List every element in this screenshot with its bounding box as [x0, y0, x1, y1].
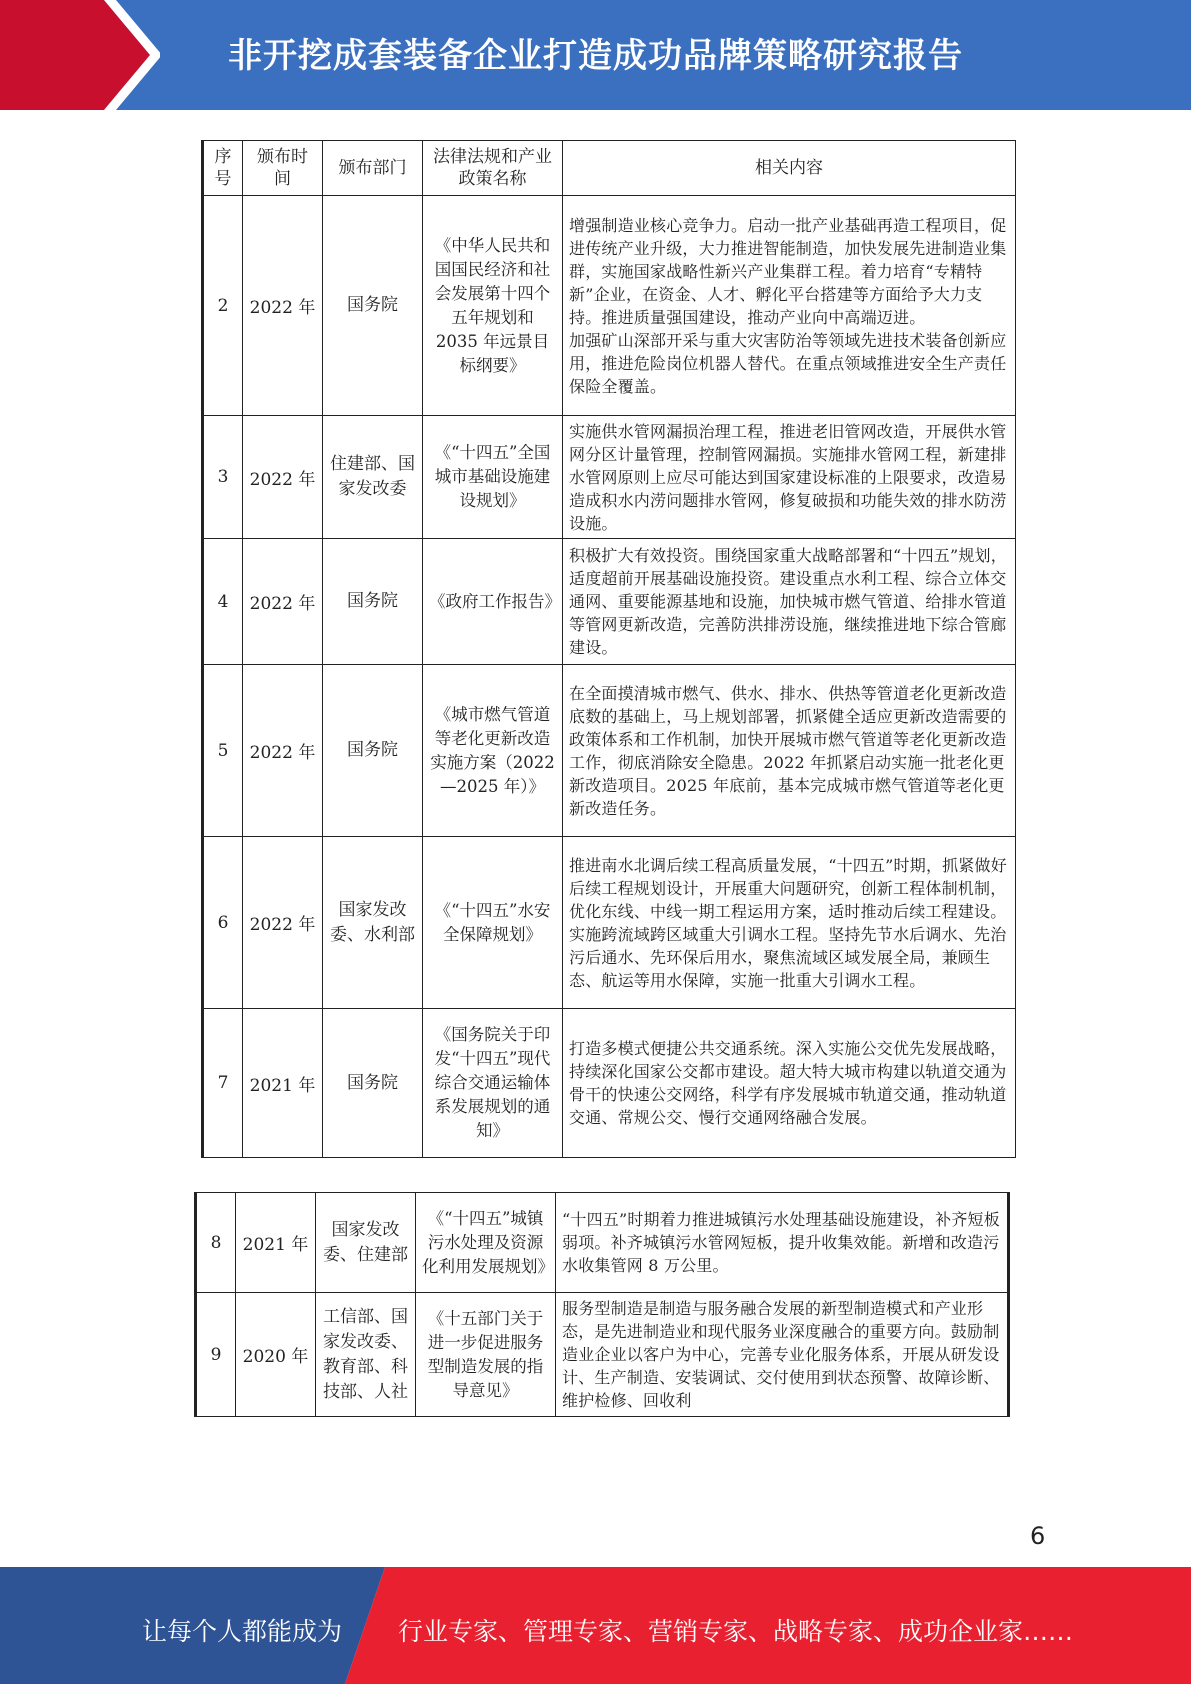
header-dept: 颁布部门: [323, 141, 423, 196]
row-year: 2022 年: [243, 665, 323, 837]
row-policy-name: 《“十四五”全国城市基础设施建设规划》: [423, 416, 563, 539]
table-row: [203, 416, 1016, 539]
row-year: 2021 年: [243, 1009, 323, 1158]
header-chevron-decoration: [0, 0, 160, 110]
content-paragraph: 打造多模式便捷公共交通系统。深入实施公交优先发展战略，持续深化国家公交都市建设。超大特大城市构建以轨道交通为骨干的快速公交网络，科学有序发展城市轨道交通，推动轨道交通、常规公交、慢行交通网络融合发展。: [569, 1039, 1007, 1127]
table-row: [203, 1009, 1016, 1158]
header-year: 颁布时间: [243, 141, 323, 196]
content-paragraph: 实施供水管网漏损治理工程，推进老旧管网改造，开展供水管网分区计量管理，控制管网漏损。实施排水管网工程，新建排水管网原则上应尽可能达到国家建设标准的上限要求，改造易造成积水内涝问题排水管网，修复破损和功能失效的排水防涝设施。: [569, 421, 1007, 533]
row-content: [563, 837, 1016, 1009]
row-content: [556, 1293, 1009, 1417]
row-dept: 国家发改委、水利部: [323, 837, 423, 1009]
page-footer: [0, 1567, 1191, 1684]
content-paragraph: 积极扩大有效投资。围绕国家重大战略部署和“十四五”规划，适度超前开展基础设施投资。建设重点水利工程、综合立体交通网、重要能源基地和设施，加快城市燃气管道、给排水管道等管网更新改造，完善防洪排涝设施，继续推进地下综合管廊建设。: [569, 546, 1007, 657]
page-number: 6: [1030, 1522, 1046, 1550]
row-policy-name: 《城市燃气管道等老化更新改造实施方案（2022—2025 年）》: [423, 665, 563, 837]
row-dept: 国家发改委、住建部: [316, 1193, 416, 1293]
row-content: [563, 665, 1016, 837]
row-policy-name: 《国务院关于印发“十四五”现代综合交通运输体系发展规划的通知》: [423, 1009, 563, 1158]
policy-table-continued: [194, 1192, 1010, 1417]
table-row: [196, 1193, 1009, 1293]
content-paragraph: 加强矿山深部开采与重大灾害防治等领域先进技术装备创新应用，推进危险岗位机器人替代。在重点领域推进安全生产责任保险全覆盖。: [569, 330, 1007, 396]
row-year: 2022 年: [243, 196, 323, 416]
table-row: [196, 1293, 1009, 1417]
row-dept: 国务院: [323, 665, 423, 837]
row-year: 2020 年: [236, 1293, 316, 1417]
table-row: [203, 837, 1016, 1009]
row-dept: 国务院: [323, 196, 423, 416]
table-row: [203, 665, 1016, 837]
row-year: 2021 年: [236, 1193, 316, 1293]
row-policy-name: 《“十四五”水安全保障规划》: [423, 837, 563, 1009]
table-row: [203, 196, 1016, 416]
row-num: 5: [203, 665, 243, 837]
row-year: 2022 年: [243, 837, 323, 1009]
row-year: 2022 年: [243, 416, 323, 539]
row-num: 3: [203, 416, 243, 539]
row-policy-name: 《“十四五”城镇污水处理及资源化利用发展规划》: [416, 1193, 556, 1293]
row-year: 2022 年: [243, 539, 323, 665]
row-content: [563, 539, 1016, 665]
footer-slogan-right: 行业专家、管理专家、营销专家、战略专家、成功企业家……: [398, 1617, 1074, 1646]
row-policy-name: 《政府工作报告》: [423, 539, 563, 665]
row-policy-name: 《十五部门关于进一步促进服务型制造发展的指导意见》: [416, 1293, 556, 1417]
table-header-row: [203, 141, 1016, 196]
footer-slogan-left: 让每个人都能成为: [142, 1617, 343, 1646]
row-dept: 国务院: [323, 539, 423, 665]
header-name: 法律法规和产业政策名称: [423, 141, 563, 196]
header-num: 序号: [203, 141, 243, 196]
row-policy-name: 《中华人民共和国国民经济和社会发展第十四个五年规划和 2035 年远景目标纲要》: [423, 196, 563, 416]
row-content: [563, 1009, 1016, 1158]
header-content: 相关内容: [563, 141, 1016, 196]
report-title: 非开挖成套装备企业打造成功品牌策略研究报告: [228, 36, 963, 76]
policy-table: [201, 140, 1016, 1158]
content-paragraph: 推进南水北调后续工程高质量发展，“十四五”时期，抓紧做好后续工程规划设计，开展重大问题研究，创新工程体制机制，优化东线、中线一期工程运用方案，适时推动后续工程建设。实施跨流域跨区域重大引调水工程。坚持先节水后调水、先治污后通水、先环保后用水，聚焦流域区域发展全局，兼顾生态、航运等用水保障，实施一批重大引调水工程。: [569, 855, 1007, 990]
row-content: [563, 416, 1016, 539]
row-dept: 国务院: [323, 1009, 423, 1158]
table-row: [203, 539, 1016, 665]
row-dept: 工信部、国家发改委、教育部、科技部、人社: [316, 1293, 416, 1417]
row-dept: 住建部、国家发改委: [323, 416, 423, 539]
content-paragraph: 增强制造业核心竞争力。启动一批产业基础再造工程项目，促进传统产业升级，大力推进智能制造，加快发展先进制造业集群，实施国家战略性新兴产业集群工程。着力培育“专精特新”企业，在资金、人才、孵化平台搭建等方面给予大力支持。推进质量强国建设，推动产业向中高端迈进。: [569, 215, 1007, 327]
row-num: 7: [203, 1009, 243, 1158]
page-header: [0, 0, 1191, 110]
row-content: [556, 1193, 1009, 1293]
row-num: 2: [203, 196, 243, 416]
content-paragraph: 在全面摸清城市燃气、供水、排水、供热等管道老化更新改造底数的基础上，马上规划部署，抓紧健全适应更新改造需要的政策体系和工作机制，加快开展城市燃气管道等老化更新改造工作，彻底消除安全隐患。2022 年抓紧启动实施一批老化更新改造项目。2025 年底前，基本完成城市燃气管道等老化更新改造任务。: [569, 683, 1007, 818]
content-paragraph: “十四五”时期着力推进城镇污水处理基础设施建设，补齐短板弱项。补齐城镇污水管网短板，提升收集效能。新增和改造污水收集管网 8 万公里。: [562, 1210, 1000, 1275]
row-num: 4: [203, 539, 243, 665]
row-content: [563, 196, 1016, 416]
row-num: 9: [196, 1293, 236, 1417]
content-paragraph: 服务型制造是制造与服务融合发展的新型制造模式和产业形态，是先进制造业和现代服务业深度融合的重要方向。鼓励制造业企业以客户为中心，完善专业化服务体系，开展从研发设计、生产制造、安装调试、交付使用到状态预警、故障诊断、维护检修、回收利: [562, 1299, 1000, 1410]
row-num: 8: [196, 1193, 236, 1293]
row-num: 6: [203, 837, 243, 1009]
